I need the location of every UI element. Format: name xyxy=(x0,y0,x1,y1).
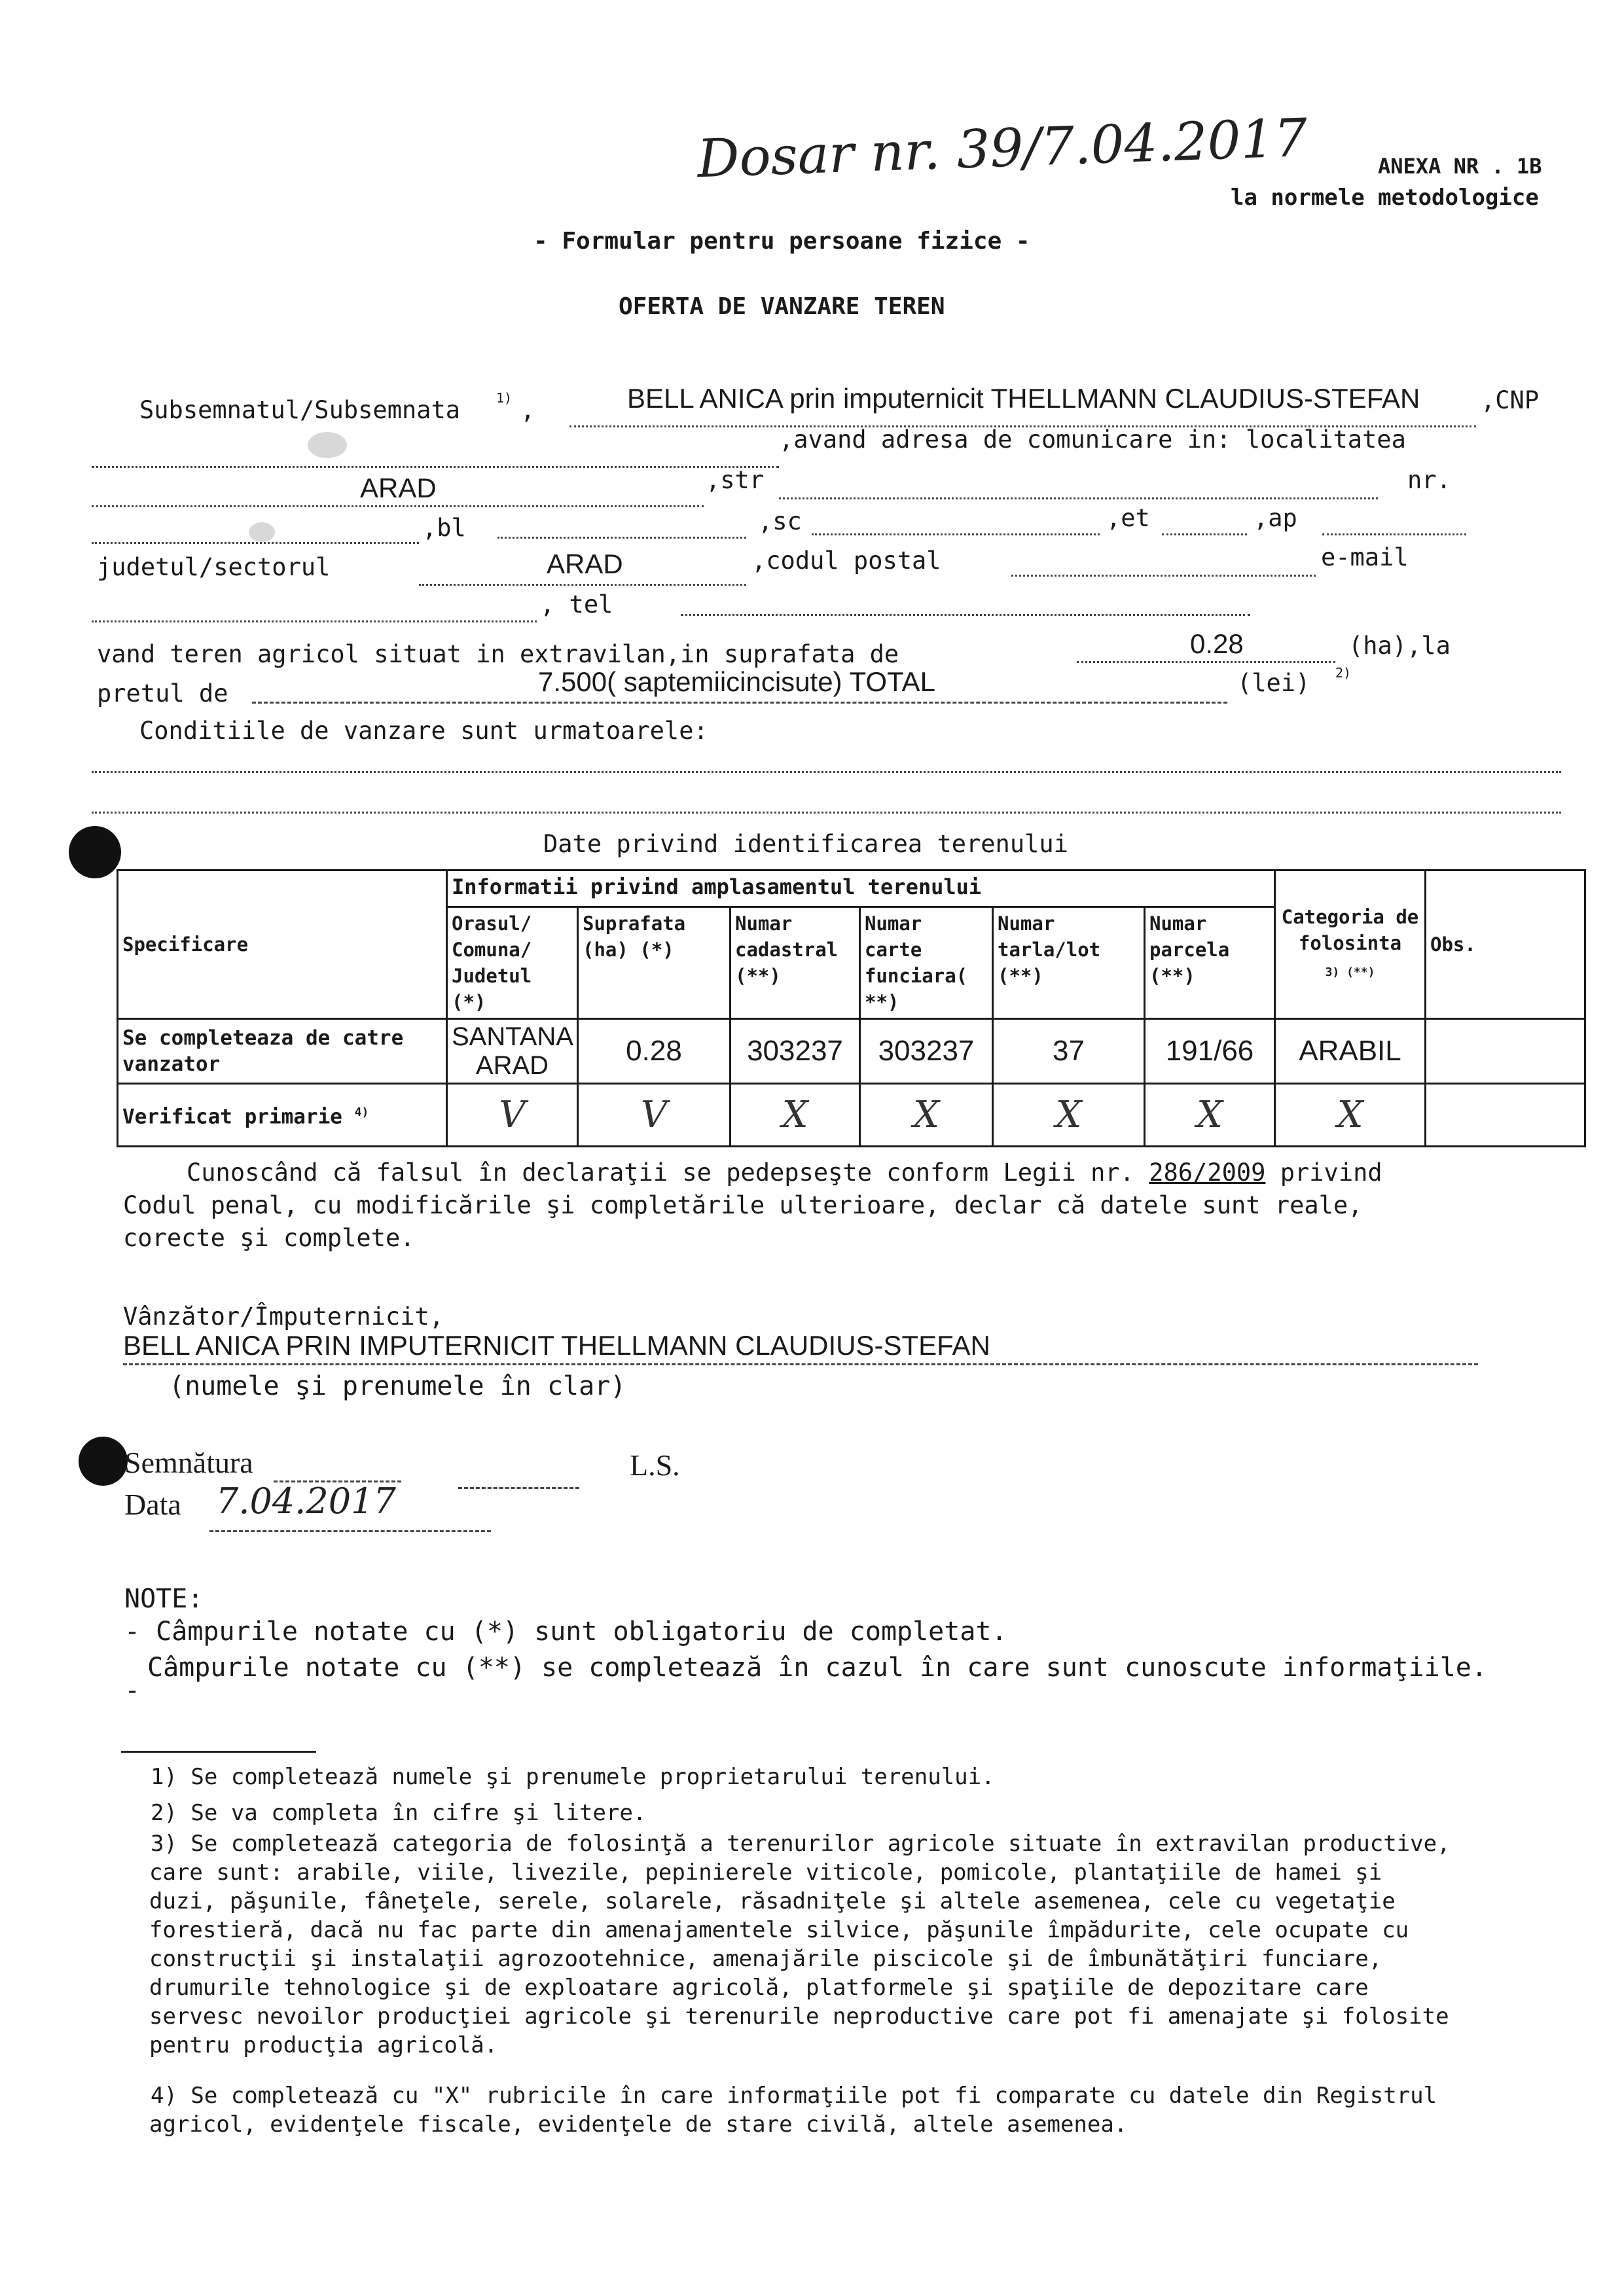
anexa-label: ANEXA NR . 1B xyxy=(1378,154,1542,179)
ap-line xyxy=(1322,533,1466,535)
note-line-2: Câmpurile notate cu (**) se completează în cazul în care sunt cunoscute informaţiile. xyxy=(147,1653,1487,1683)
col-header-orasul: Orasul/ Comuna/ Judetul (*) xyxy=(447,907,578,1019)
localitatea-line xyxy=(92,505,704,507)
cell-categoria[interactable]: ARABIL xyxy=(1275,1019,1426,1084)
et-label: ,et xyxy=(1106,504,1150,532)
col-header-cadastral: Numar cadastral (**) xyxy=(731,907,860,1019)
check-tarla[interactable]: X xyxy=(993,1084,1145,1147)
clar-label: (numele şi prenumele în clar) xyxy=(169,1371,626,1401)
declaration-text-1a: Cunoscând că falsul în declaraţii se pedepseşte conform Legii nr. xyxy=(187,1158,1134,1187)
redaction-smudge-2 xyxy=(249,522,275,542)
categoria-header xyxy=(1275,870,1426,1019)
check-cadastral[interactable]: X xyxy=(731,1084,860,1147)
row-label-primarie-note: 4) xyxy=(354,1105,369,1120)
comma: , xyxy=(520,396,535,424)
email-label: e-mail xyxy=(1321,543,1409,571)
row-label-vanzator: Se completeaza de catre vanzator xyxy=(118,1019,447,1084)
cell-orasul[interactable]: SANTANA ARAD xyxy=(447,1019,578,1084)
cell-carte-funciara[interactable]: 303237 xyxy=(860,1019,993,1084)
vanzator-label: Vânzător/Împuternicit, xyxy=(123,1302,444,1331)
pret-field[interactable]: 7.500( saptemiicincisute) TOTAL xyxy=(538,666,935,697)
vanzator-name-field[interactable]: BELL ANICA PRIN IMPUTERNICIT THELLMANN CLAUDIUS-STEFAN xyxy=(123,1330,990,1361)
check-parcela[interactable]: X xyxy=(1145,1084,1275,1147)
tel-label: , tel xyxy=(540,590,613,619)
nr-line xyxy=(92,542,419,544)
note-line-1: - Câmpurile notate cu (*) sunt obligatoriu de completat. xyxy=(124,1617,1007,1647)
page-title: OFERTA DE VANZARE TEREN xyxy=(619,293,945,320)
conditii-line-1[interactable] xyxy=(92,771,1561,773)
cod-postal-label: ,codul postal xyxy=(751,547,941,575)
formular-subtitle: - Formular pentru persoane fizice - xyxy=(533,228,1030,255)
cell-tarla[interactable]: 37 xyxy=(993,1019,1145,1084)
vanzator-line xyxy=(123,1363,1478,1365)
hole-punch-1 xyxy=(69,826,121,878)
judet-field[interactable]: ARAD xyxy=(547,548,623,579)
footnote-3-line-7: servesc nevoilor producţiei agricole şi terenurile neproductive care pot fi amenajate şi folosite xyxy=(149,2003,1449,2030)
adresa-label: ,avand adresa de comunicare in: localitatea xyxy=(779,425,1406,454)
nr-label: nr. xyxy=(1407,466,1451,494)
footnote-3-line-6: drumurile tehnologice şi de exploatare agricolă, platformele şi spaţiile de depozitare care xyxy=(149,1975,1369,2001)
seller-name-field[interactable]: BELL ANICA prin imputernicit THELLMANN CLAUDIUS-STEFAN xyxy=(627,383,1420,414)
footnote-3-line-1: 3) Se completează categoria de folosinţă a terenurilor agricole situate în extravilan productive, xyxy=(151,1831,1451,1857)
tel-line xyxy=(681,614,1250,616)
cell-cadastral[interactable]: 303237 xyxy=(731,1019,860,1084)
pret-line xyxy=(252,702,1227,704)
declaration-text-1b: privind xyxy=(1280,1158,1382,1187)
norme-label: la normele metodologice xyxy=(1231,185,1539,211)
str-label: ,str xyxy=(706,466,765,494)
judet-line xyxy=(419,584,746,586)
lege-number: 286/2009 xyxy=(1149,1158,1266,1187)
table-caption: Date privind identificarea terenului xyxy=(543,830,1068,858)
footnote-3-line-2: care sunt: arabile, viile, livezile, pepinierele viticole, pomicole, plantaţiile de hamei şi xyxy=(149,1859,1382,1886)
bl-line xyxy=(497,537,746,539)
data-field[interactable]: 7.04.2017 xyxy=(216,1480,396,1522)
footnote-3-line-8: pentru producţia agricolă. xyxy=(149,2032,498,2058)
lei-label: (lei) xyxy=(1237,669,1310,697)
cell-suprafata[interactable]: 0.28 xyxy=(578,1019,731,1084)
redaction-smudge xyxy=(308,432,347,458)
check-orasul[interactable]: V xyxy=(447,1084,578,1147)
group-header: Informatii privind amplasamentul terenului xyxy=(447,870,1275,907)
semnatura-label: Semnătura xyxy=(124,1446,253,1479)
et-line xyxy=(1162,533,1247,535)
str-line xyxy=(779,497,1378,499)
obs-header: Obs. xyxy=(1426,870,1585,1019)
col-header-carte-funciara: Numar carte funciara( **) xyxy=(860,907,993,1019)
check-suprafata[interactable]: V xyxy=(578,1084,731,1147)
footnote-1: 1) Se completează numele şi prenumele proprietarului terenului. xyxy=(151,1764,995,1790)
footnote-3-line-4: forestieră, dacă nu fac parte din amenajamentele silvice, păşunile împădurite, cele ocupate cu xyxy=(149,1917,1409,1943)
conditii-label: Conditiile de vanzare sunt urmatoarele: xyxy=(139,717,708,745)
footnote-ref-2: 2) xyxy=(1335,665,1352,681)
bl-label: ,bl xyxy=(422,514,466,542)
footnote-4-line-1: 4) Se completează cu "X" rubricile în care informaţiile pot fi comparate cu datele din Registrul xyxy=(151,2083,1437,2109)
localitatea-field[interactable]: ARAD xyxy=(360,473,437,503)
sc-label: ,sc xyxy=(758,507,802,535)
conditii-line-2[interactable] xyxy=(92,812,1561,814)
cell-obs[interactable] xyxy=(1426,1019,1585,1084)
sc-line xyxy=(812,533,1100,535)
categoria-note: 3) (**) xyxy=(1325,965,1375,979)
ha-la-label: (ha),la xyxy=(1348,632,1451,660)
ls-label: L.S. xyxy=(630,1448,680,1482)
col-header-parcela: Numar parcela (**) xyxy=(1145,907,1275,1019)
categoria-label: Categoria de folosinta xyxy=(1281,905,1419,954)
declaration-line-3: corecte şi complete. xyxy=(123,1224,415,1252)
cnp-line xyxy=(92,466,779,468)
cod-postal-line xyxy=(1011,575,1316,577)
row-label-primarie-text: Verificat primarie xyxy=(122,1105,342,1129)
land-identification-table xyxy=(117,869,1586,1147)
col-header-suprafata: Suprafata (ha) (*) xyxy=(578,907,731,1019)
email-line xyxy=(92,620,537,622)
data-label: Data xyxy=(124,1488,181,1521)
check-obs[interactable] xyxy=(1426,1084,1585,1147)
hole-punch-2 xyxy=(79,1437,128,1486)
footnote-4-line-2: agricol, evidenţele fiscale, evidenţele de stare civilă, altele asemenea. xyxy=(149,2111,1128,2138)
cnp-label: ,CNP xyxy=(1481,386,1540,414)
check-carte-funciara[interactable]: X xyxy=(860,1084,993,1147)
specificare-header: Specificare xyxy=(118,870,447,1019)
data-line xyxy=(209,1530,491,1532)
row-label-primarie xyxy=(118,1084,447,1147)
semnatura-line-2[interactable] xyxy=(458,1487,579,1489)
pretul-label: pretul de xyxy=(97,679,228,708)
suprafata-field[interactable]: 0.28 xyxy=(1190,628,1244,659)
suprafata-line xyxy=(1077,661,1335,663)
footnote-ref-1: 1) xyxy=(496,390,513,406)
dosar-handwritten-note: Dosar nr. 39/7.04.2017 xyxy=(696,107,1308,190)
ap-label: ,ap xyxy=(1254,504,1297,532)
footnote-3-line-5: construcţii şi instalaţii agrozootehnice, amenajările piscicole şi de îmbunătăţiri funciare, xyxy=(149,1946,1382,1972)
subsemnatul-label: Subsemnatul/Subsemnata xyxy=(139,396,461,424)
footnote-2: 2) Se va completa în cifre şi litere. xyxy=(151,1800,647,1826)
note-title: NOTE: xyxy=(124,1584,204,1614)
note-line-3: - xyxy=(124,1676,141,1706)
declaration-line-1 xyxy=(187,1158,1382,1187)
declaration-line-2: Codul penal, cu modificările şi completările ulterioare, declar că datele sunt reale, xyxy=(123,1191,1363,1219)
check-categoria[interactable]: X xyxy=(1275,1084,1426,1147)
vand-label: vand teren agricol situat in extravilan,in suprafata de xyxy=(97,640,899,668)
footnote-separator xyxy=(121,1751,316,1753)
footnote-3-line-3: duzi, păşunile, fâneţele, serele, solarele, răsadniţele şi altele asemenea, cele cu vegetaţie xyxy=(149,1888,1396,1914)
cell-parcela[interactable]: 191/66 xyxy=(1145,1019,1275,1084)
col-header-tarla: Numar tarla/lot (**) xyxy=(993,907,1145,1019)
judet-label: judetul/sectorul xyxy=(97,553,331,581)
